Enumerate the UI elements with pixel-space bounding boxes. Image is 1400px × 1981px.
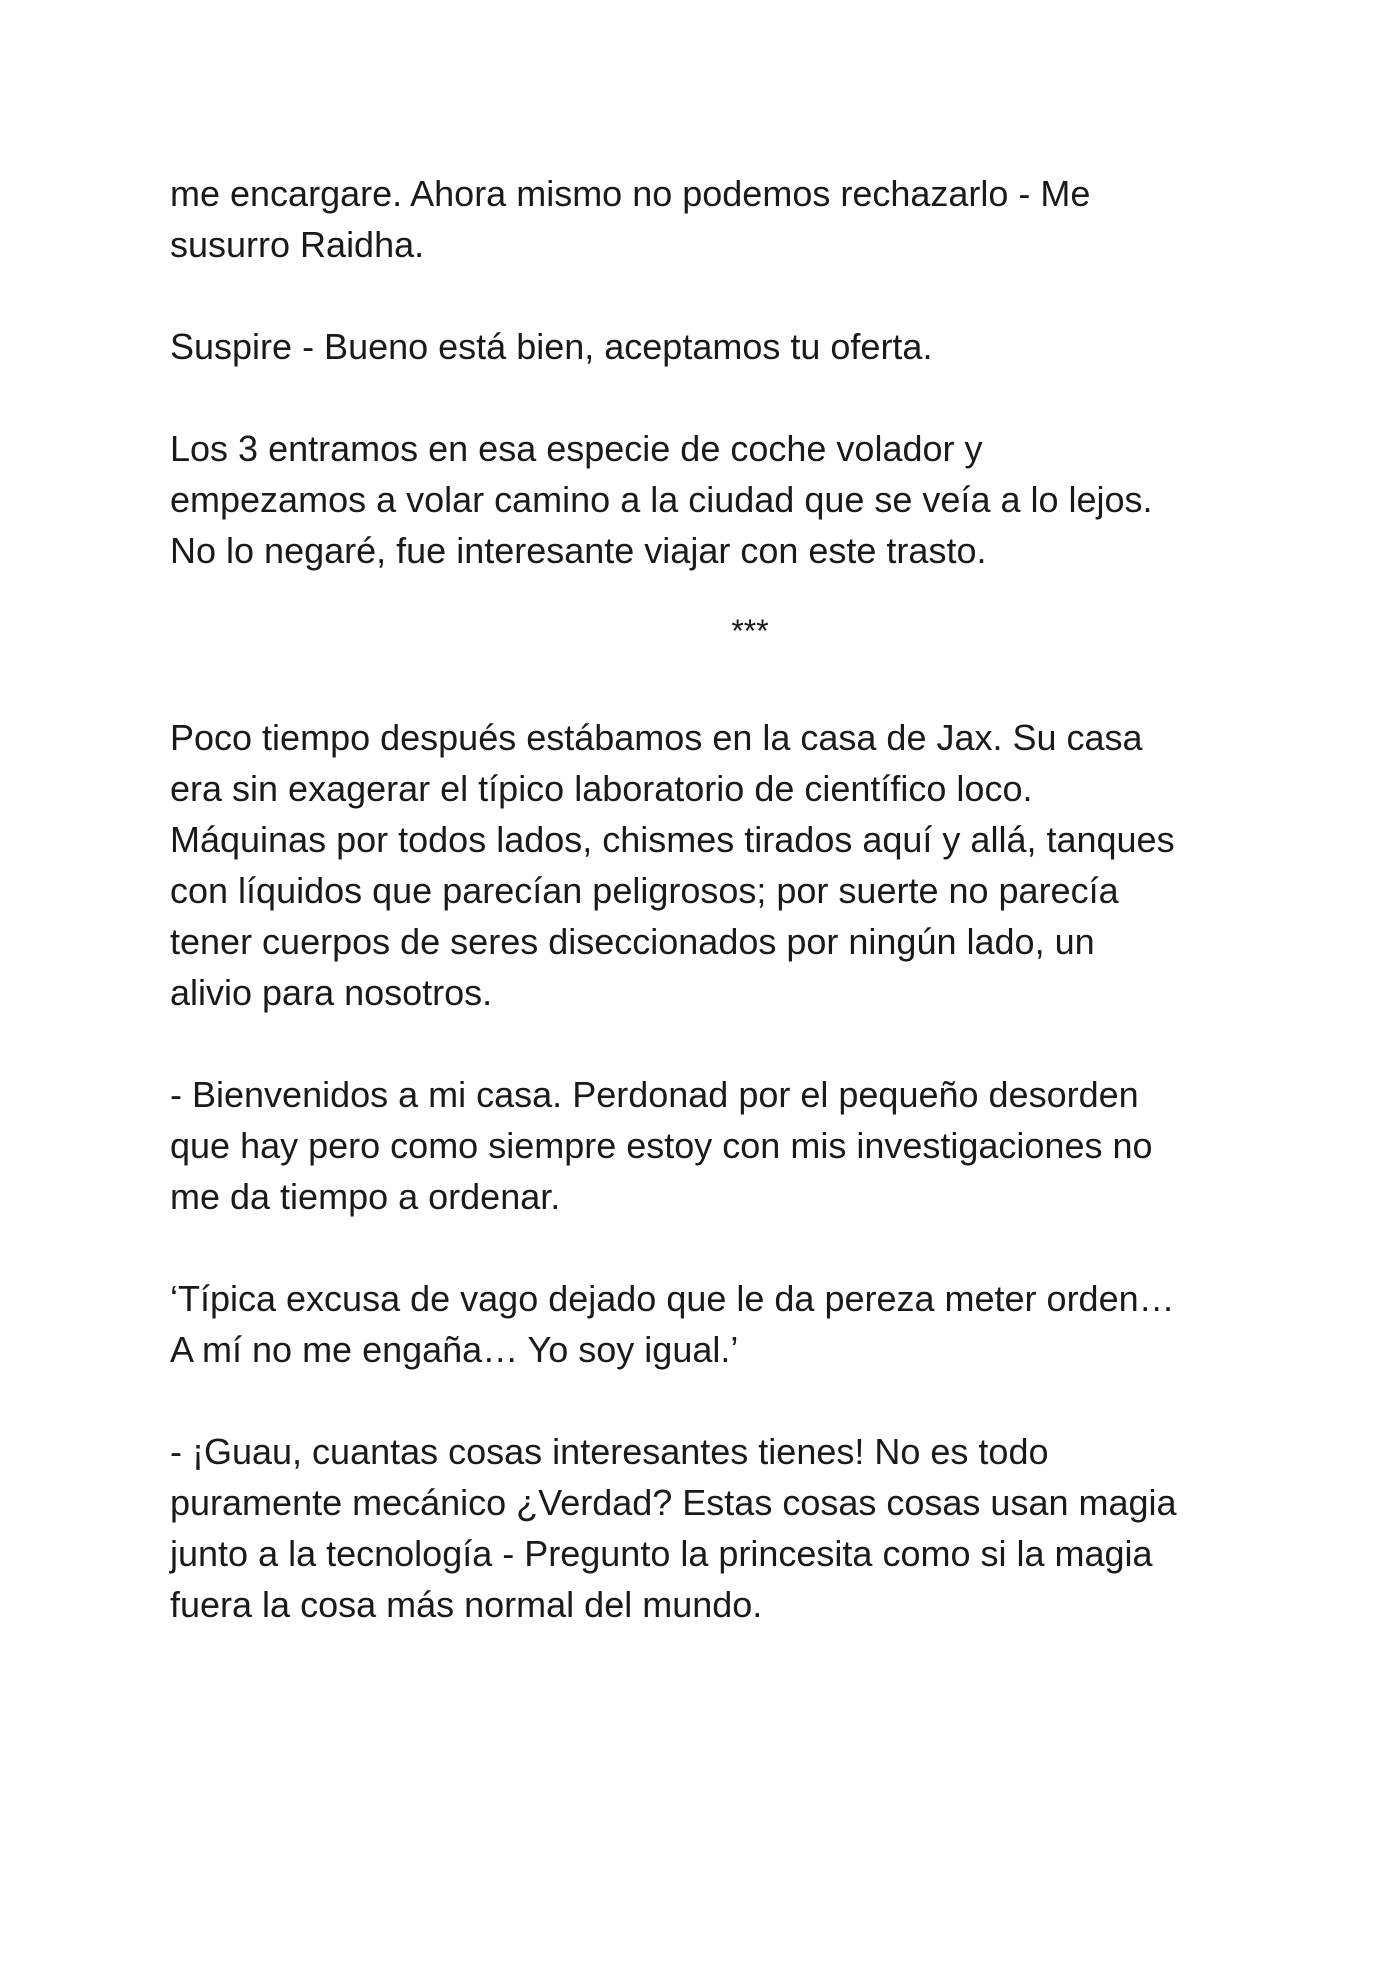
paragraph-7 xyxy=(170,1426,1260,1630)
text-line: ‘Típica excusa de vago dejado que le da pereza meter orden… xyxy=(170,1278,1175,1319)
paragraph-1 xyxy=(170,168,1260,270)
text-line: Suspire - Bueno está bien, aceptamos tu oferta. xyxy=(170,326,933,367)
text-line: No lo negaré, fue interesante viajar con este trasto. xyxy=(170,530,987,571)
text-line: alivio para nosotros. xyxy=(170,972,493,1013)
paragraph-3 xyxy=(170,423,1260,576)
paragraph-2 xyxy=(170,321,1260,372)
text-line: empezamos a volar camino a la ciudad que se veía a lo lejos. xyxy=(170,479,1153,520)
text-line: Poco tiempo después estábamos en la casa de Jax. Su casa xyxy=(170,717,1143,758)
text-line: - Bienvenidos a mi casa. Perdonad por el pequeño desorden xyxy=(170,1074,1139,1115)
text-line: Los 3 entramos en esa especie de coche volador y xyxy=(170,428,983,469)
text-line: A mí no me engaña… Yo soy igual.’ xyxy=(170,1329,739,1370)
text-line: con líquidos que parecían peligrosos; por suerte no parecía xyxy=(170,870,1119,911)
text-line: era sin exagerar el típico laboratorio de científico loco. xyxy=(170,768,1033,809)
paragraph-5 xyxy=(170,1069,1260,1222)
text-line: - ¡Guau, cuantas cosas interesantes tienes! No es todo xyxy=(170,1431,1049,1472)
text-line: fuera la cosa más normal del mundo. xyxy=(170,1584,763,1625)
text-line: que hay pero como siempre estoy con mis investigaciones no xyxy=(170,1125,1153,1166)
paragraph-4 xyxy=(170,712,1260,1018)
text-line: me encargare. Ahora mismo no podemos rechazarlo - Me xyxy=(170,173,1091,214)
text-line: Máquinas por todos lados, chismes tirados aquí y allá, tanques xyxy=(170,819,1175,860)
text-line: me da tiempo a ordenar. xyxy=(170,1176,561,1217)
document-body xyxy=(170,168,1260,1681)
paragraph-6 xyxy=(170,1273,1260,1375)
text-line: tener cuerpos de seres diseccionados por ningún lado, un xyxy=(170,921,1095,962)
scene-separator: *** xyxy=(731,613,769,649)
text-line: puramente mecánico ¿Verdad? Estas cosas cosas usan magia xyxy=(170,1482,1177,1523)
text-line: junto a la tecnología - Pregunto la princesita como si la magia xyxy=(170,1533,1153,1574)
text-line: susurro Raidha. xyxy=(170,224,425,265)
